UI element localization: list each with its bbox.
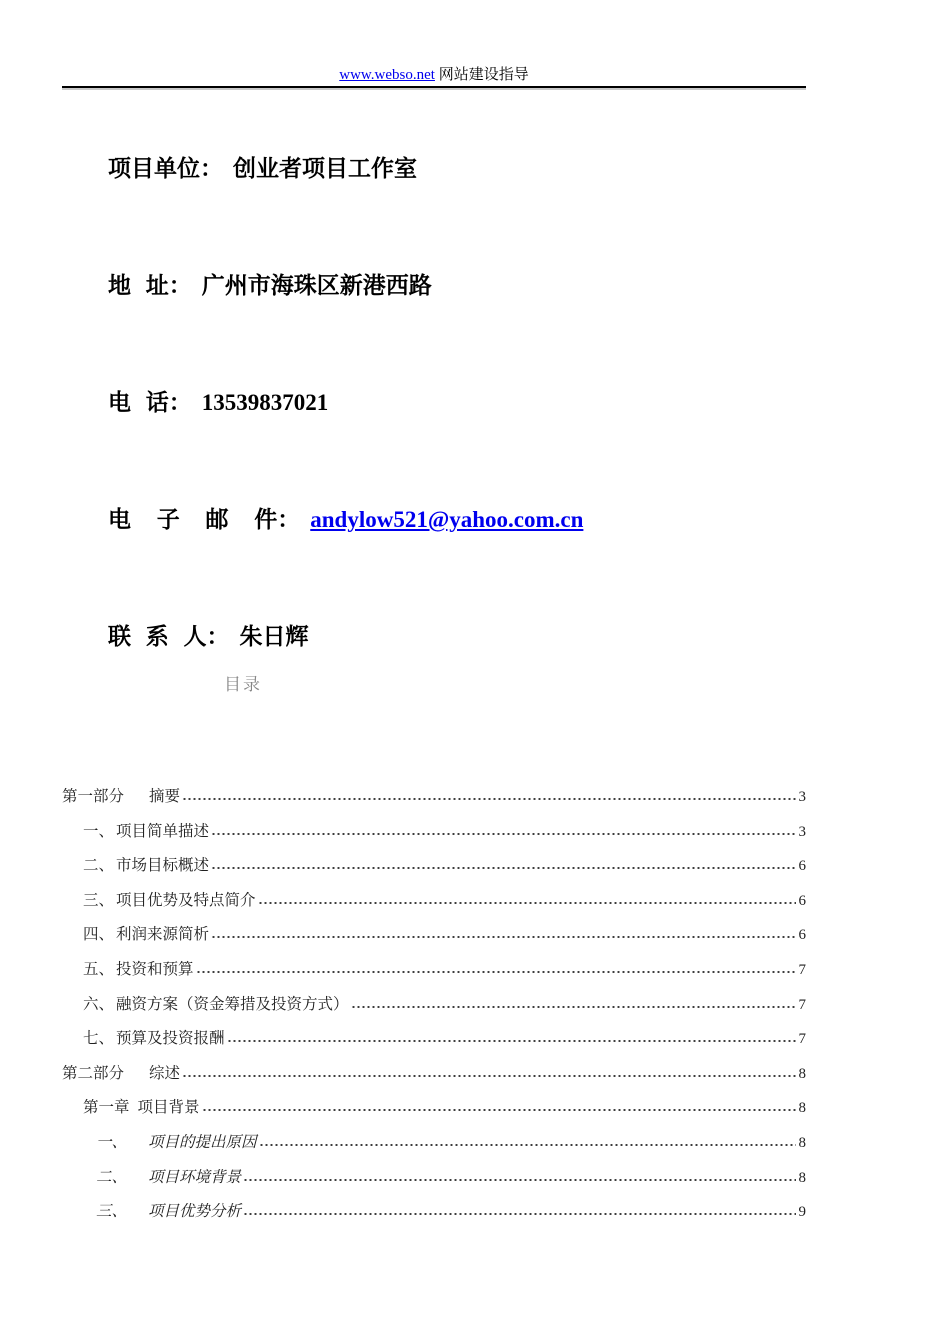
toc-entry-title: 市场目标概述 xyxy=(116,857,210,875)
toc-entry xyxy=(62,814,806,849)
toc-entry xyxy=(62,917,806,952)
toc-page-number: 6 xyxy=(798,858,806,875)
toc-page-number: 3 xyxy=(798,789,806,805)
toc-entry-number: 第一章 xyxy=(83,1099,130,1117)
toc-entry xyxy=(62,779,806,814)
info-value: 13539837021 xyxy=(201,390,329,415)
info-label: 电 话： xyxy=(108,390,192,415)
toc-entry-number: 二、 xyxy=(83,857,115,875)
info-line xyxy=(62,596,822,677)
toc-entry-number: 七、 xyxy=(83,1030,115,1048)
toc-page-number: 7 xyxy=(798,996,806,1013)
toc-dot-leader xyxy=(196,970,796,974)
header-divider xyxy=(62,86,806,90)
toc-page-number: 8 xyxy=(798,1100,806,1117)
toc-entry xyxy=(62,848,806,883)
toc-page-number: 8 xyxy=(798,1065,806,1082)
toc-dot-leader xyxy=(211,866,795,870)
info-label: 电 子 邮 件： xyxy=(108,507,301,532)
toc-entry xyxy=(62,1125,806,1160)
toc-entry-number: 第二部分 xyxy=(62,1064,125,1082)
toc-entry-number: 六、 xyxy=(83,995,115,1013)
info-label: 项目单位： xyxy=(108,156,223,181)
header-site-link[interactable]: www.webso.net xyxy=(339,67,435,83)
info-line xyxy=(62,245,822,326)
toc-dot-leader xyxy=(243,1212,795,1216)
toc-entry-number: 三、 xyxy=(83,891,115,909)
header-caption: 网站建设指导 xyxy=(434,67,529,83)
toc-entry xyxy=(62,1194,806,1229)
page-header xyxy=(62,66,806,84)
toc-heading: 目录 xyxy=(224,675,262,694)
toc-entry-title: 投资和预算 xyxy=(116,960,194,978)
toc-dot-leader xyxy=(182,1074,795,1078)
toc-page-number: 7 xyxy=(798,1031,806,1048)
toc-entry xyxy=(62,952,806,987)
toc-entry xyxy=(62,987,806,1022)
toc-entry-number: 四、 xyxy=(83,926,115,944)
toc-entry-title: 项目背景 xyxy=(137,1099,200,1117)
toc-page-number: 6 xyxy=(798,927,806,944)
toc-entry-number: 二、 xyxy=(96,1168,128,1186)
toc-entry xyxy=(62,1056,806,1091)
toc-page-number: 8 xyxy=(798,1169,806,1186)
toc-entry-title: 项目环境背景 xyxy=(148,1168,242,1186)
toc-page-number: 7 xyxy=(798,961,806,978)
info-line xyxy=(62,128,822,209)
toc-entry-title: 利润来源简析 xyxy=(116,926,210,944)
toc-entry-title: 项目优势及特点简介 xyxy=(116,891,256,909)
info-value: 朱日辉 xyxy=(239,624,309,649)
toc-page-number: 3 xyxy=(798,823,806,840)
toc-dot-leader xyxy=(243,1178,795,1182)
toc-page-number: 9 xyxy=(798,1204,806,1221)
toc-entry-number: 五、 xyxy=(83,960,115,978)
info-value: 创业者项目工作室 xyxy=(233,156,417,181)
info-value: 广州市海珠区新港西路 xyxy=(201,273,432,298)
toc-dot-leader xyxy=(351,1005,796,1009)
toc-entry-title: 融资方案（资金筹措及投资方式） xyxy=(116,995,349,1013)
toc-entry-title: 项目简单描述 xyxy=(116,822,210,840)
project-info xyxy=(62,128,822,713)
toc-entry xyxy=(62,1021,806,1056)
info-label: 地 址： xyxy=(108,273,192,298)
toc-entry-title: 项目的提出原因 xyxy=(148,1133,257,1151)
toc-dot-leader xyxy=(182,797,795,801)
toc-list xyxy=(62,779,806,1229)
toc-dot-leader xyxy=(259,1143,796,1147)
info-value[interactable]: andylow521@yahoo.com.cn xyxy=(310,507,584,532)
toc-entry-title: 预算及投资报酬 xyxy=(116,1030,225,1048)
toc-entry-title: 摘要 xyxy=(149,788,181,805)
toc-entry xyxy=(62,1090,806,1125)
info-label: 联 系 人： xyxy=(108,624,230,649)
toc-dot-leader xyxy=(211,935,795,939)
toc-entry-number: 三、 xyxy=(96,1203,128,1221)
toc-dot-leader xyxy=(202,1108,796,1112)
info-line xyxy=(62,362,822,443)
toc-page-number: 8 xyxy=(798,1134,806,1151)
toc-entry-number: 第一部分 xyxy=(62,788,125,805)
toc-dot-leader xyxy=(211,832,795,836)
toc-entry xyxy=(62,1160,806,1195)
toc-entry-title: 项目优势分析 xyxy=(148,1203,242,1221)
toc-page-number: 6 xyxy=(798,892,806,909)
toc-dot-leader xyxy=(258,901,796,905)
toc-entry xyxy=(62,883,806,918)
info-line xyxy=(62,479,822,560)
toc-entry-number: 一、 xyxy=(96,1133,128,1151)
toc-dot-leader xyxy=(227,1039,796,1043)
toc-entry-title: 综述 xyxy=(149,1064,181,1082)
toc-entry-number: 一、 xyxy=(83,822,115,840)
